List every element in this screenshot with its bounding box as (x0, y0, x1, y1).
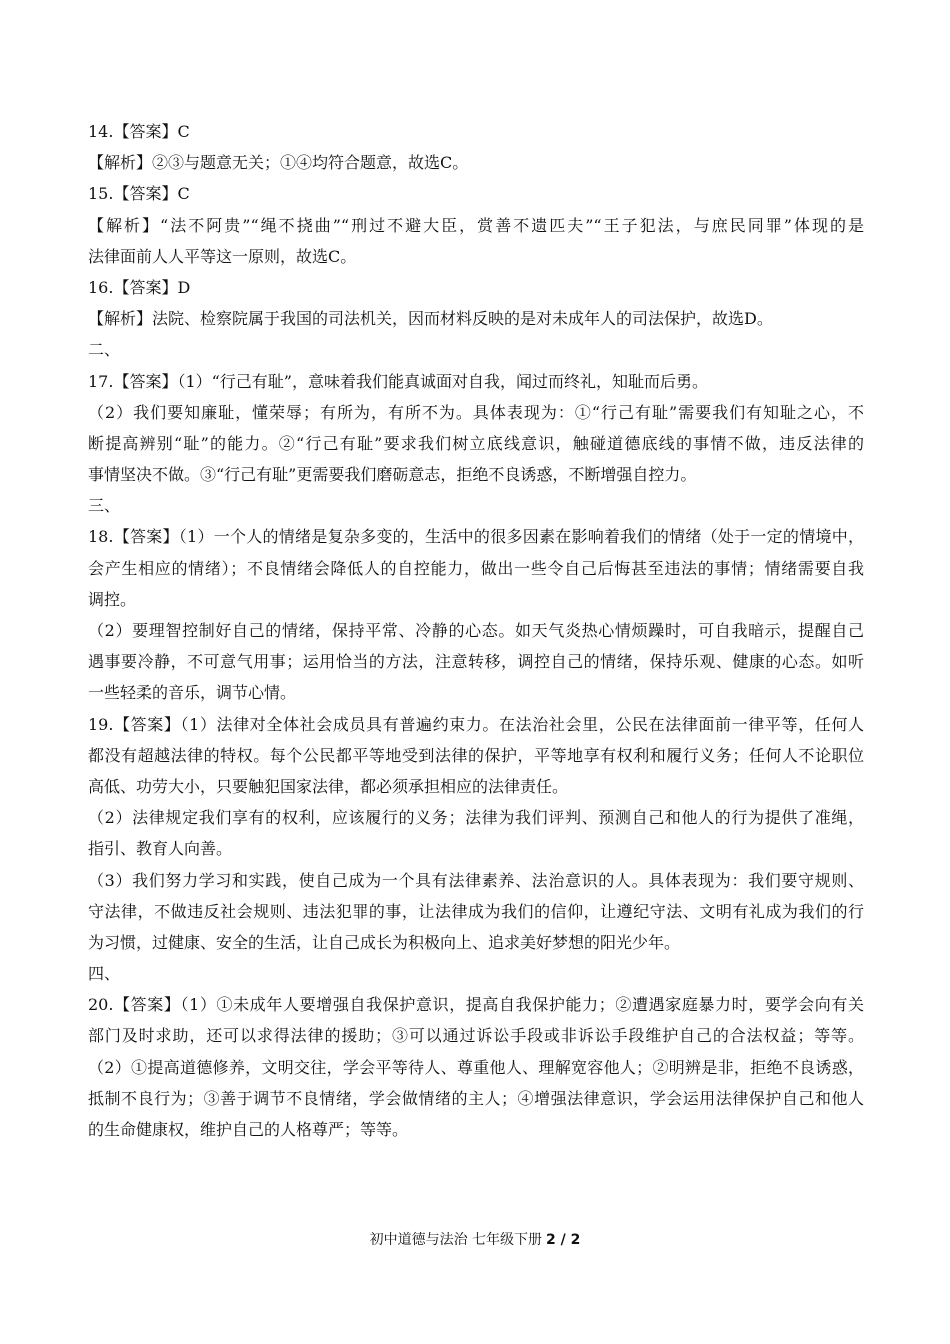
footer-title: 初中道德与法治 七年级下册 (369, 1232, 543, 1248)
q19-part-3-line-1: （3）我们努力学习和实践，使自己成为一个具有法律素养、法治意识的人。具体表现为：我们要守规则、 (88, 870, 864, 890)
page-number: 2 / 2 (546, 1232, 581, 1248)
q14-analysis: 【解析】②③与题意无关；①④均符合题意，故选C。 (88, 153, 469, 173)
q15-answer: 15.【答案】C (88, 184, 190, 204)
q18-part-2-line-1: （2）要理智控制好自己的情绪，保持平常、冷静的心态。如天气炎热心情烦躁时，可自我暗示，提醒自己 (88, 621, 864, 640)
q19-part-1-line-3: 高低、功劳大小，只要触犯国家法律，都必须承担相应的法律责任。 (88, 776, 569, 796)
q17-answer-part-1: 17.【答案】（1）“行己有耻”，意味着我们能真诚面对自我，闻过而终礼，知耻而后勇。 (88, 371, 708, 391)
section-4-heading: 四、 (88, 964, 121, 984)
q17-part-2-line-3: 事情坚决不做。③“行己有耻”更需要我们磨砺意志，拒绝不良诱惑，不断增强自控力。 (88, 465, 697, 485)
q19-part-3-line-3: 为习惯，过健康、安全的生活，让自己成长为积极向上、追求美好梦想的阳光少年。 (88, 932, 681, 952)
section-2-heading: 二、 (88, 340, 121, 360)
q14-answer: 14.【答案】C (88, 122, 190, 141)
q20-part-1-line-2: 部门及时求助，还可以求得法律的援助；③可以通过诉讼手段或非诉讼手段维护自己的合法权益；等等。 (88, 1026, 864, 1046)
q19-part-2-line-1: （2）法律规定我们享有的权利，应该履行的义务；法律为我们评判、预测自己和他人的行为提供了准绳， (88, 808, 864, 828)
q20-part-2-line-2: 抵制不良行为；③善于调节不良情绪，学会做情绪的主人；④增强法律意识，学会运用法律保护自己和他人 (88, 1088, 864, 1108)
q19-part-3-line-2: 守法律，不做违反社会规则、违法犯罪的事，让法律成为我们的信仰，让遵纪守法、文明有礼成为我们的行 (88, 901, 864, 921)
q17-part-2-line-1: （2）我们要知廉耻，懂荣辱；有所为，有所不为。具体表现为：①“行己有耻”需要我们有知耻之心，不 (88, 402, 864, 422)
q20-part-2-line-1: （2）①提高道德修养，文明交往，学会平等待人、尊重他人、理解宽容他人；②明辨是非，拒绝不良诱惑， (88, 1057, 864, 1077)
q18-part-1-line-2: 会产生相应的情绪）；不良情绪会降低人的自控能力，做出一些令自己后悔甚至违法的事情；情绪需要自我 (88, 558, 864, 578)
q17-part-2-line-2: 断提高辨别“耻”的能力。②“行己有耻”要求我们树立底线意识，触碰道德底线的事情不做，违反法律的 (88, 433, 864, 453)
q19-part-2-line-2: 指引、教育人向善。 (88, 839, 233, 859)
section-3-heading: 三、 (88, 496, 121, 516)
q18-part-2-line-2: 遇事要冷静，不可意气用事；运用恰当的方法，注意转移，调控自己的情绪，保持乐观、健康的心态。如听 (88, 652, 864, 672)
q19-part-1-line-2: 都没有超越法律的特权。每个公民都平等地受到法律的保护，平等地享有权利和履行义务；任何人不论职位 (88, 745, 864, 765)
q15-analysis-line-1: 【解析】“法不阿贵”“绳不挠曲”“刑过不避大臣，赏善不遗匹夫”“王子犯法，与庶民同罪”体现的是 (88, 215, 864, 235)
q16-analysis: 【解析】法院、检察院属于我国的司法机关，因而材料反映的是对未成年人的司法保护，故选D。 (88, 309, 773, 329)
q18-part-2-line-3: 一些轻柔的音乐，调节心情。 (88, 683, 297, 703)
q18-part-1-line-1: 18.【答案】（1）一个人的情绪是复杂多变的，生活中的很多因素在影响着我们的情绪（处于一定的情境中， (88, 527, 864, 547)
page-footer (0, 1230, 950, 1250)
q20-part-1-line-1: 20.【答案】（1）①未成年人要增强自我保护意识，提高自我保护能力；②遭遇家庭暴力时，要学会向有关 (88, 995, 864, 1015)
document-body (88, 116, 864, 1145)
q15-analysis-line-2: 法律面前人人平等这一原则，故选C。 (88, 246, 357, 266)
q20-part-2-line-3: 的生命健康权，维护自己的人格尊严；等等。 (88, 1120, 409, 1139)
q19-part-1-line-1: 19.【答案】（1）法律对全体社会成员具有普遍约束力。在法治社会里，公民在法律面前一律平等，任何人 (88, 714, 864, 734)
q18-part-1-line-3: 调控。 (88, 589, 137, 609)
q16-answer: 16.【答案】D (88, 277, 191, 297)
